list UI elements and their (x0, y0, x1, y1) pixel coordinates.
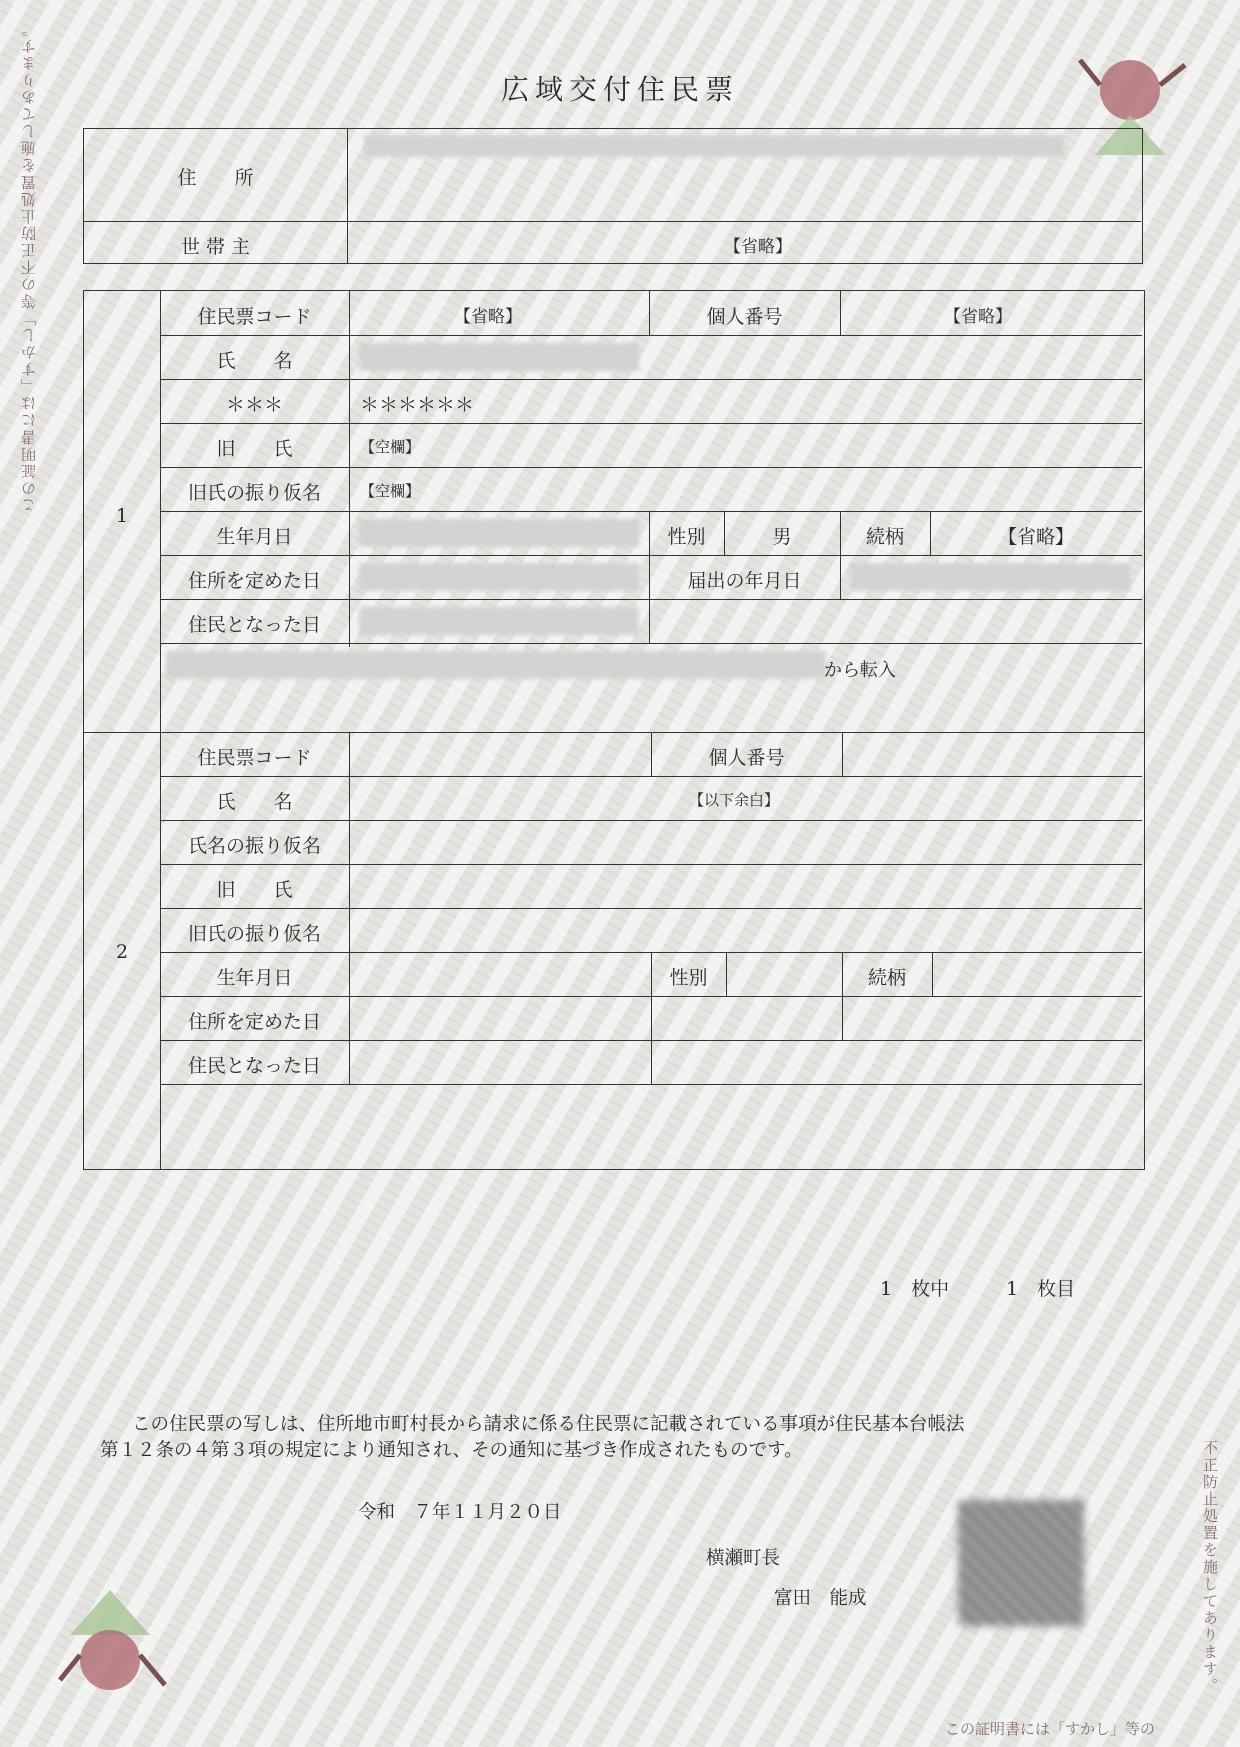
p1-masked-value: ＊＊＊＊＊＊ (360, 394, 475, 416)
person-table (83, 290, 1145, 1170)
p1-name-label: 氏 名 (216, 350, 293, 372)
p2-resident-date-label: 住民となった日 (187, 1055, 321, 1077)
watermark-notice-bottom: この証明書には「すかし」等の (945, 1720, 1156, 1738)
p1-sex-label: 性別 (667, 526, 706, 548)
mascot-icon-bottom (55, 1575, 175, 1715)
issuer-title: 横瀬町長 (706, 1548, 781, 1569)
p1-address-date-redacted (359, 563, 639, 591)
p1-mynumber-value: 【省略】 (944, 307, 1012, 327)
p2-mynumber-label: 個人番号 (708, 747, 785, 769)
p1-relation-value: 【省略】 (997, 526, 1074, 548)
p2-former-kana-label: 旧氏の振り仮名 (187, 923, 321, 945)
p2-name-value: 【以下余白】 (689, 791, 780, 809)
p2-code-label: 住民票コード (197, 747, 312, 769)
householder-value: 【省略】 (724, 237, 792, 257)
statement-line-2: 第１２条の４第３項の規定により通知され、その通知に基づき作成されたものです。 (100, 1440, 803, 1461)
p1-notify-date-label: 届出の年月日 (687, 570, 802, 592)
p1-relation-label: 続柄 (865, 526, 904, 548)
p1-former-kana-label: 旧氏の振り仮名 (187, 482, 321, 504)
official-seal-redacted (958, 1500, 1084, 1626)
document-title: 広域交付住民票 (500, 73, 739, 106)
p2-sex-label: 性別 (669, 967, 708, 989)
p1-former-name-value: 【空欄】 (360, 438, 421, 456)
p1-masked-label: ＊＊＊ (225, 394, 283, 416)
p1-code-label: 住民票コード (197, 306, 312, 328)
p2-birth-label: 生年月日 (216, 967, 293, 989)
address-label: 住 所 (177, 167, 254, 189)
p1-resident-date-label: 住民となった日 (187, 614, 321, 636)
p1-name-redacted (359, 343, 639, 371)
page-count: 1 枚中 1 枚目 (880, 1278, 1076, 1300)
address-redacted (364, 135, 1064, 157)
p1-address-date-label: 住所を定めた日 (187, 570, 321, 592)
header-table (83, 128, 1143, 264)
statement-line-1: この住民票の写しは、住所地市町村長から請求に係る住民票に記載されている事項が住民基本台帳法 (132, 1414, 965, 1435)
p1-previous-address-redacted (166, 651, 826, 679)
person1-number: 1 (115, 505, 129, 527)
p1-former-kana-value: 【空欄】 (360, 482, 421, 500)
householder-label: 世 帯 主 (180, 236, 251, 258)
p1-birth-redacted (359, 519, 639, 547)
p2-name-label: 氏 名 (216, 791, 293, 813)
issue-date: 令和 ７年１１月２０日 (358, 1502, 562, 1523)
person2-number: 2 (115, 941, 129, 963)
watermark-notice-top-left: この証明書には「すかし」等の不正防止処置を施してあります。 (20, 20, 38, 513)
p1-resident-date-redacted (359, 607, 639, 635)
p2-former-name-label: 旧 氏 (216, 879, 293, 901)
watermark-notice-right: 不正防止処置を施してあります。 (1201, 1440, 1219, 1695)
issuer-name: 富田 能成 (774, 1588, 867, 1609)
p2-address-date-label: 住所を定めた日 (187, 1011, 321, 1033)
p2-kana-label: 氏名の振り仮名 (187, 835, 321, 857)
p1-code-value: 【省略】 (454, 307, 522, 327)
p1-sex-value: 男 (772, 526, 792, 548)
p1-former-name-label: 旧 氏 (216, 438, 293, 460)
p1-birth-label: 生年月日 (216, 526, 293, 548)
p1-moved-from: から転入 (824, 660, 896, 681)
p1-mynumber-label: 個人番号 (706, 306, 783, 328)
p2-relation-label: 続柄 (867, 967, 906, 989)
p1-notify-date-redacted (850, 563, 1130, 591)
